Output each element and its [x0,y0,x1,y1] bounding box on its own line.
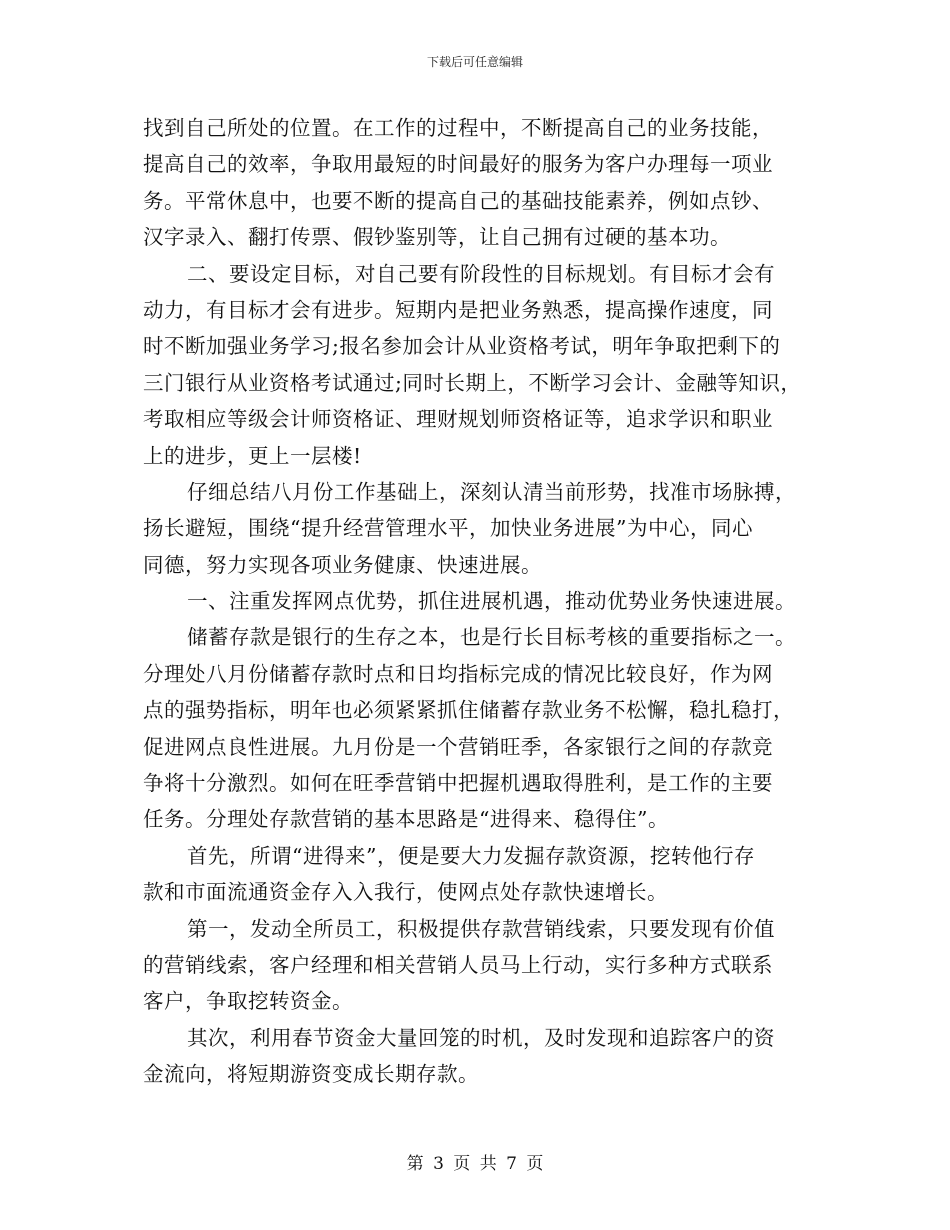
text-line: 客户，争取挖转资金。 [143,989,353,1014]
text-line: 汉字录入、翻打传票、假钞鉴别等，让自己拥有过硬的基本功。 [143,225,731,250]
text-line: 第一，发动全所员工，积极提供存款营销线索，只要发现有价值 [187,916,775,941]
text-line: 找到自己所处的位置。在工作的过程中，不断提高自己的业务技能， [143,116,773,140]
text-line: 同德，努力实现各项业务健康、快速进展。 [143,552,542,577]
text-line: 争将十分激烈。如何在旺季营销中把握机遇取得胜利，是工作的主要 [143,771,773,796]
text-line: 仔细总结八月份工作基础上，深刻认清当前形势，找准市场脉搏， [187,479,796,504]
text-line: 提高自己的效率，争取用最短的时间最好的服务为客户办理每一项业 [143,152,773,177]
text-line: 动力，有目标才会有进步。短期内是把业务熟悉，提高操作速度，同 [143,297,773,322]
text-line: 金流向，将短期游资变成长期存款。 [143,1062,479,1087]
text-line: 二、要设定目标，对自己要有阶段性的目标规划。有目标才会有 [187,261,775,286]
text-line: 上的进步，更上一层楼! [143,443,362,468]
text-line: 扬长避短，围绕“提升经营管理水平，加快业务进展”为中心，同心 [143,516,753,541]
text-line: 分理处八月份储蓄存款时点和日均指标完成的情况比较良好，作为网 [143,661,773,686]
page-footer: 第 3 页 共 7 页 [406,1154,544,1174]
document-body [143,110,823,1093]
text-line: 一、注重发挥网点优势，抓住进展机遇，推动优势业务快速进展。 [187,589,796,614]
text-line: 储蓄存款是银行的生存之本，也是行长目标考核的重要指标之一。 [187,625,796,650]
text-line: 首先，所谓“进得来”，便是要大力发掘存款资源，挖转他行存 [187,843,755,868]
text-line: 时不断加强业务学习;报名参加会计从业资格考试，明年争取把剩下的 [143,334,781,359]
text-line: 的营销线索，客户经理和相关营销人员马上行动，实行多种方式联系 [143,952,773,977]
text-line: 其次，利用春节资金大量回笼的时机，及时发现和追踪客户的资 [187,1025,775,1050]
text-line: 促进网点良性进展。九月份是一个营销旺季，各家银行之间的存款竞 [143,734,773,759]
text-line: 任务。分理处存款营销的基本思路是“进得来、稳得住”。 [143,807,669,832]
text-line: 务。平常休息中，也要不断的提高自己的基础技能素养，例如点钞、 [143,188,773,213]
text-line: 点的强势指标，明年也必须紧紧抓住储蓄存款业务不松懈，稳扎稳打， [143,698,794,723]
text-line: 考取相应等级会计师资格证、理财规划师资格证等，追求学识和职业 [143,407,773,432]
text-line: 三门银行从业资格考试通过;同时长期上，不断学习会计、金融等知识， [143,370,802,395]
page-header: 下载后可任意编辑 [426,55,523,69]
text-line: 款和市面流通资金存入入我行，使网点处存款快速增长。 [143,880,668,905]
